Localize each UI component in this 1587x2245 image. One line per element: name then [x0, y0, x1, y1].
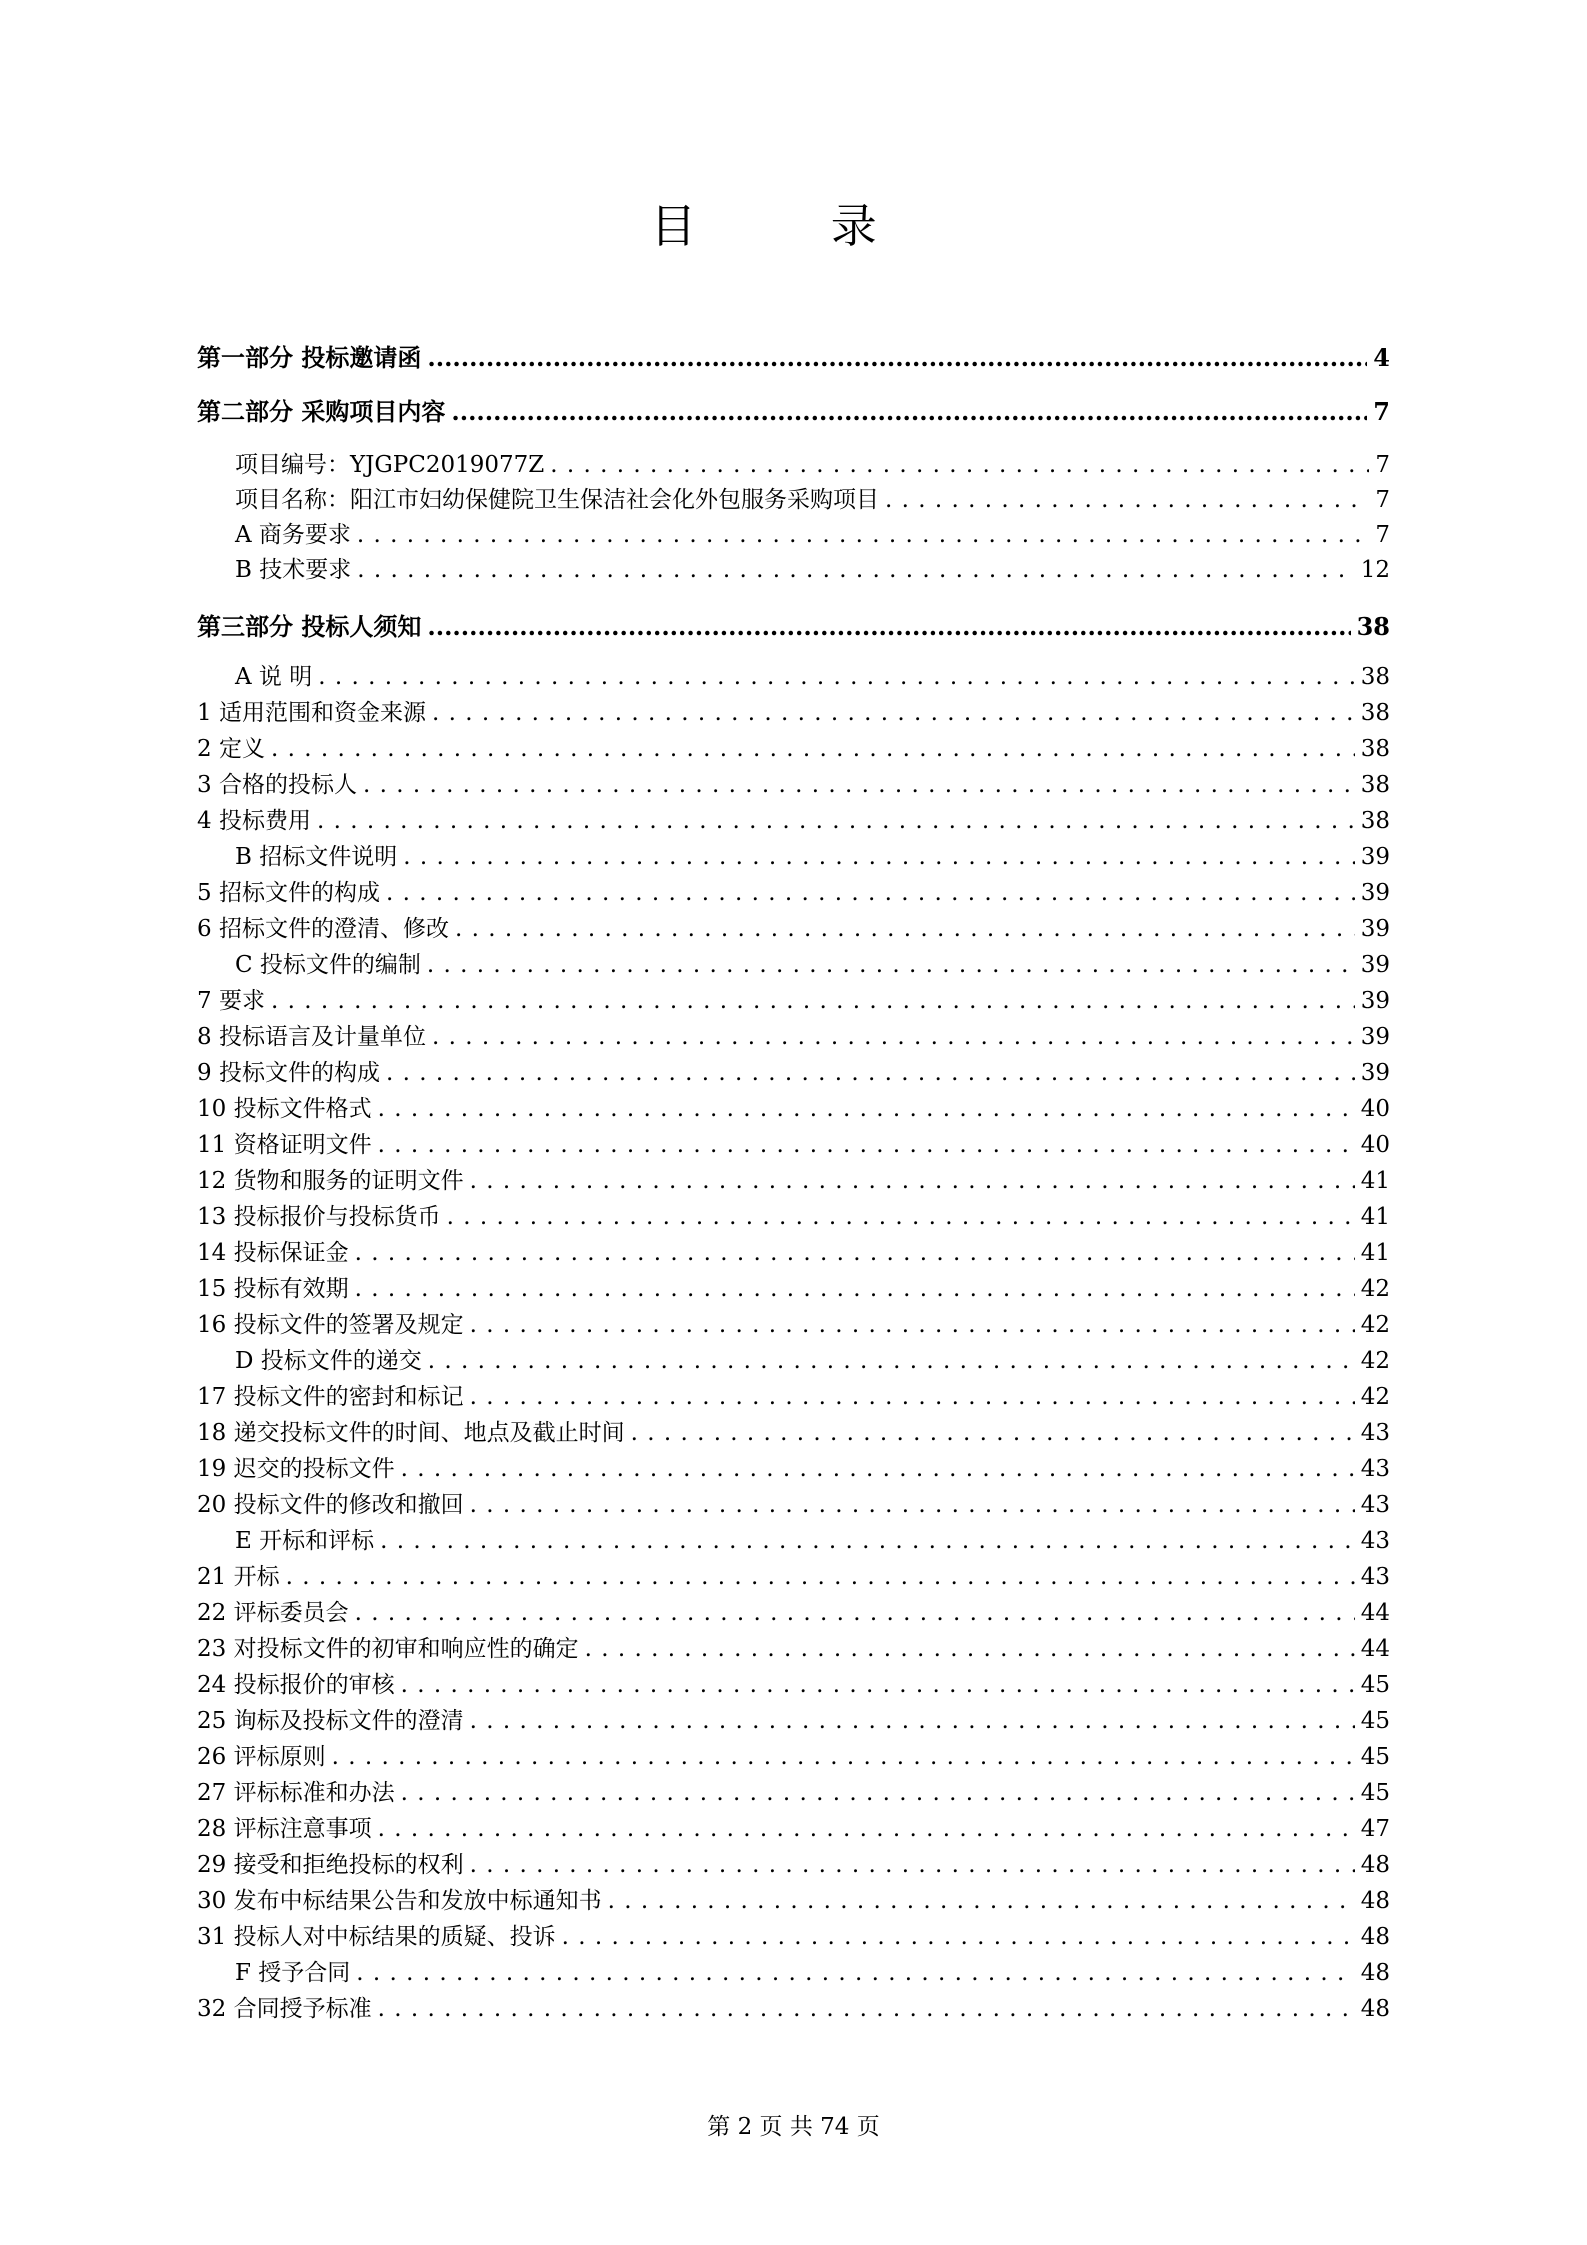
toc-entry[interactable]	[197, 481, 1390, 514]
toc-leader	[432, 1024, 1355, 1050]
toc-page-number: 39	[1360, 916, 1390, 942]
toc-page-number: 38	[1360, 664, 1390, 690]
toc-leader	[447, 1204, 1355, 1230]
toc-entry[interactable]	[197, 446, 1390, 479]
toc-entry[interactable]	[197, 607, 1390, 642]
toc-entry[interactable]	[197, 1594, 1390, 1627]
toc-label: 14 投标保证金	[197, 1240, 349, 1266]
toc-page-number: 7	[1373, 397, 1390, 426]
toc-entry[interactable]	[197, 1918, 1390, 1951]
toc-label: 25 询标及投标文件的澄清	[197, 1708, 464, 1734]
toc-leader	[380, 1528, 1355, 1554]
toc-label: 第三部分 投标人须知	[197, 612, 422, 641]
toc-page-number: 43	[1360, 1492, 1390, 1518]
toc-label: 18 递交投标文件的时间、地点及截止时间	[197, 1420, 625, 1446]
toc-page-number: 43	[1360, 1420, 1390, 1446]
toc-label: 项目编号：YJGPC2019077Z	[235, 452, 545, 478]
toc-page-number: 43	[1360, 1456, 1390, 1482]
toc-leader	[363, 772, 1355, 798]
toc-entry[interactable]	[197, 1162, 1390, 1195]
toc-page-number: 12	[1360, 557, 1390, 583]
toc-entry[interactable]	[197, 730, 1390, 763]
toc-leader	[386, 1060, 1355, 1086]
toc-entry[interactable]	[197, 802, 1390, 835]
toc-page-number: 39	[1360, 880, 1390, 906]
toc-leader	[355, 1600, 1355, 1626]
toc-leader	[585, 1636, 1355, 1662]
toc-entry[interactable]	[197, 338, 1390, 373]
toc-leader	[271, 736, 1355, 762]
toc-page-number: 41	[1360, 1240, 1390, 1266]
toc-leader	[470, 1492, 1355, 1518]
toc-leader	[427, 612, 1350, 641]
toc-page-number: 42	[1360, 1384, 1390, 1410]
toc-label: 10 投标文件格式	[197, 1096, 372, 1122]
toc-label: 4 投标费用	[197, 808, 311, 834]
toc-page-number: 45	[1360, 1672, 1390, 1698]
toc-entry[interactable]	[197, 838, 1390, 871]
toc-page-number: 44	[1360, 1600, 1390, 1626]
toc-label: B 招标文件说明	[235, 844, 398, 870]
toc-label: E 开标和评标	[235, 1528, 375, 1554]
toc-page-number: 43	[1360, 1564, 1390, 1590]
toc-page-number: 48	[1360, 1888, 1390, 1914]
toc-leader	[286, 1564, 1355, 1590]
toc-page-number: 38	[1360, 772, 1390, 798]
toc-entry[interactable]	[197, 1486, 1390, 1519]
toc-leader	[357, 557, 1355, 583]
toc-entry[interactable]	[197, 694, 1390, 727]
toc-page-number: 39	[1360, 1024, 1390, 1050]
toc-page-number: 38	[1360, 736, 1390, 762]
toc-leader	[550, 452, 1369, 478]
toc-leader	[470, 1852, 1355, 1878]
toc-label: A 商务要求	[235, 522, 351, 548]
toc-page-number: 39	[1360, 844, 1390, 870]
toc-leader	[427, 952, 1355, 978]
toc-leader	[608, 1888, 1355, 1914]
toc-leader	[355, 1276, 1355, 1302]
toc-label: 26 评标原则	[197, 1744, 326, 1770]
toc-page-number: 38	[1356, 612, 1390, 641]
toc-entry[interactable]	[197, 551, 1390, 584]
toc-entry[interactable]	[197, 1522, 1390, 1555]
toc-entry[interactable]	[197, 1234, 1390, 1267]
toc-entry[interactable]	[197, 1342, 1390, 1375]
toc-leader	[401, 1456, 1355, 1482]
toc-label: 2 定义	[197, 736, 265, 762]
toc-leader	[432, 700, 1355, 726]
toc-leader	[631, 1420, 1355, 1446]
toc-entry[interactable]	[197, 1666, 1390, 1699]
toc-label: 9 投标文件的构成	[197, 1060, 380, 1086]
toc-leader	[378, 1816, 1355, 1842]
toc-page-number: 41	[1360, 1168, 1390, 1194]
toc-page-number: 7	[1375, 487, 1390, 513]
toc-leader	[403, 844, 1355, 870]
toc-page-number: 39	[1360, 988, 1390, 1014]
toc-page-number: 40	[1360, 1096, 1390, 1122]
toc-label: C 投标文件的编制	[235, 952, 421, 978]
toc-entry[interactable]	[197, 1882, 1390, 1915]
toc-entry[interactable]	[197, 1414, 1390, 1447]
toc-page-number: 45	[1360, 1744, 1390, 1770]
toc-label: F 授予合同	[235, 1960, 351, 1986]
toc-page-number: 43	[1360, 1528, 1390, 1554]
toc-label: 第二部分 采购项目内容	[197, 397, 446, 426]
toc-page-number: 45	[1360, 1708, 1390, 1734]
toc-leader	[386, 880, 1355, 906]
page-footer: 第 2 页 共 74 页	[707, 2114, 880, 2140]
toc-entry[interactable]	[197, 1774, 1390, 1807]
toc-entry[interactable]	[197, 1198, 1390, 1231]
toc-label: 13 投标报价与投标货币	[197, 1204, 441, 1230]
toc-label: 27 评标标准和办法	[197, 1780, 395, 1806]
toc-label: 28 评标注意事项	[197, 1816, 372, 1842]
toc-page-number: 4	[1373, 343, 1390, 372]
toc-leader	[455, 916, 1355, 942]
toc-leader	[427, 343, 1367, 372]
toc-label: 30 发布中标结果公告和发放中标通知书	[197, 1888, 602, 1914]
toc-leader	[378, 1132, 1355, 1158]
toc-leader	[317, 808, 1355, 834]
toc-label: 22 评标委员会	[197, 1600, 349, 1626]
toc-label: 项目名称：阳江市妇幼保健院卫生保洁社会化外包服务采购项目	[235, 487, 879, 513]
toc-label: 17 投标文件的密封和标记	[197, 1384, 464, 1410]
toc-entry[interactable]	[197, 910, 1390, 943]
toc-page-number: 42	[1360, 1348, 1390, 1374]
toc-leader	[470, 1168, 1355, 1194]
toc-label: 第一部分 投标邀请函	[197, 343, 422, 372]
toc-label: 8 投标语言及计量单位	[197, 1024, 426, 1050]
toc-leader	[885, 487, 1369, 513]
toc-leader	[378, 1096, 1355, 1122]
toc-page-number: 7	[1375, 522, 1390, 548]
toc-leader	[355, 1240, 1355, 1266]
toc-leader	[470, 1384, 1355, 1410]
toc-label: 21 开标	[197, 1564, 280, 1590]
toc-entry[interactable]	[197, 1378, 1390, 1411]
toc-label: 7 要求	[197, 988, 265, 1014]
toc-entry[interactable]	[197, 946, 1390, 979]
toc-leader	[357, 522, 1369, 548]
toc-entry[interactable]	[197, 1702, 1390, 1735]
toc-leader	[470, 1312, 1355, 1338]
toc-leader	[451, 397, 1367, 426]
toc-label: 6 招标文件的澄清、修改	[197, 916, 449, 942]
toc-leader	[401, 1780, 1355, 1806]
toc-entry[interactable]	[197, 1126, 1390, 1159]
toc-label: 15 投标有效期	[197, 1276, 349, 1302]
toc-page-number: 42	[1360, 1312, 1390, 1338]
toc-page-number: 39	[1360, 1060, 1390, 1086]
toc-leader	[271, 988, 1355, 1014]
toc-page-number: 47	[1360, 1816, 1390, 1842]
toc-label: 19 迟交的投标文件	[197, 1456, 395, 1482]
toc-leader	[562, 1924, 1355, 1950]
toc-leader	[318, 664, 1354, 690]
toc-leader	[378, 1996, 1355, 2022]
toc-entry[interactable]	[197, 1018, 1390, 1051]
toc-page-number: 41	[1360, 1204, 1390, 1230]
toc-label: B 技术要求	[235, 557, 352, 583]
toc-page-number: 7	[1375, 452, 1390, 478]
toc-entry[interactable]	[197, 766, 1390, 799]
toc-label: 23 对投标文件的初审和响应性的确定	[197, 1636, 579, 1662]
toc-label: A 说 明	[235, 664, 313, 690]
toc-entry[interactable]	[197, 1954, 1390, 1987]
toc-label: 29 接受和拒绝投标的权利	[197, 1852, 464, 1878]
toc-label: 12 货物和服务的证明文件	[197, 1168, 464, 1194]
toc-entry[interactable]	[197, 1810, 1390, 1843]
toc-leader	[401, 1672, 1355, 1698]
toc-label: 5 招标文件的构成	[197, 880, 380, 906]
toc-page-number: 38	[1360, 808, 1390, 834]
toc-entry[interactable]	[197, 1558, 1390, 1591]
toc-label: 32 合同授予标准	[197, 1996, 372, 2022]
toc-entry[interactable]	[197, 1270, 1390, 1303]
toc-entry[interactable]	[197, 874, 1390, 907]
toc-label: 16 投标文件的签署及规定	[197, 1312, 464, 1338]
toc-leader	[332, 1744, 1355, 1770]
toc-label: D 投标文件的递交	[235, 1348, 422, 1374]
toc-entry[interactable]	[197, 982, 1390, 1015]
toc-entry[interactable]	[197, 1738, 1390, 1771]
toc-label: 20 投标文件的修改和撤回	[197, 1492, 464, 1518]
toc-page-number: 45	[1360, 1780, 1390, 1806]
toc-page-number: 48	[1360, 1852, 1390, 1878]
toc-leader	[428, 1348, 1355, 1374]
toc-page-number: 39	[1360, 952, 1390, 978]
toc-entry[interactable]	[197, 392, 1390, 427]
toc-entry[interactable]	[197, 1990, 1390, 2023]
page-title: 目 录	[650, 199, 937, 253]
toc-entry[interactable]	[197, 516, 1390, 549]
toc-page-number: 48	[1360, 1996, 1390, 2022]
toc-page-number: 42	[1360, 1276, 1390, 1302]
toc-entry[interactable]	[197, 1054, 1390, 1087]
toc-label: 31 投标人对中标结果的质疑、投诉	[197, 1924, 556, 1950]
toc-leader	[356, 1960, 1354, 1986]
toc-label: 3 合格的投标人	[197, 772, 357, 798]
toc-entry[interactable]	[197, 1090, 1390, 1123]
toc-label: 11 资格证明文件	[197, 1132, 372, 1158]
toc-entry[interactable]	[197, 658, 1390, 691]
toc-page-number: 48	[1360, 1960, 1390, 1986]
toc-label: 1 适用范围和资金来源	[197, 700, 426, 726]
toc-label: 24 投标报价的审核	[197, 1672, 395, 1698]
toc-entry[interactable]	[197, 1846, 1390, 1879]
toc-entry[interactable]	[197, 1630, 1390, 1663]
toc-page-number: 44	[1360, 1636, 1390, 1662]
toc-leader	[470, 1708, 1355, 1734]
toc-page-number: 48	[1360, 1924, 1390, 1950]
toc-entry[interactable]	[197, 1306, 1390, 1339]
toc-entry[interactable]	[197, 1450, 1390, 1483]
toc-page-number: 40	[1360, 1132, 1390, 1158]
toc-page-number: 38	[1360, 700, 1390, 726]
